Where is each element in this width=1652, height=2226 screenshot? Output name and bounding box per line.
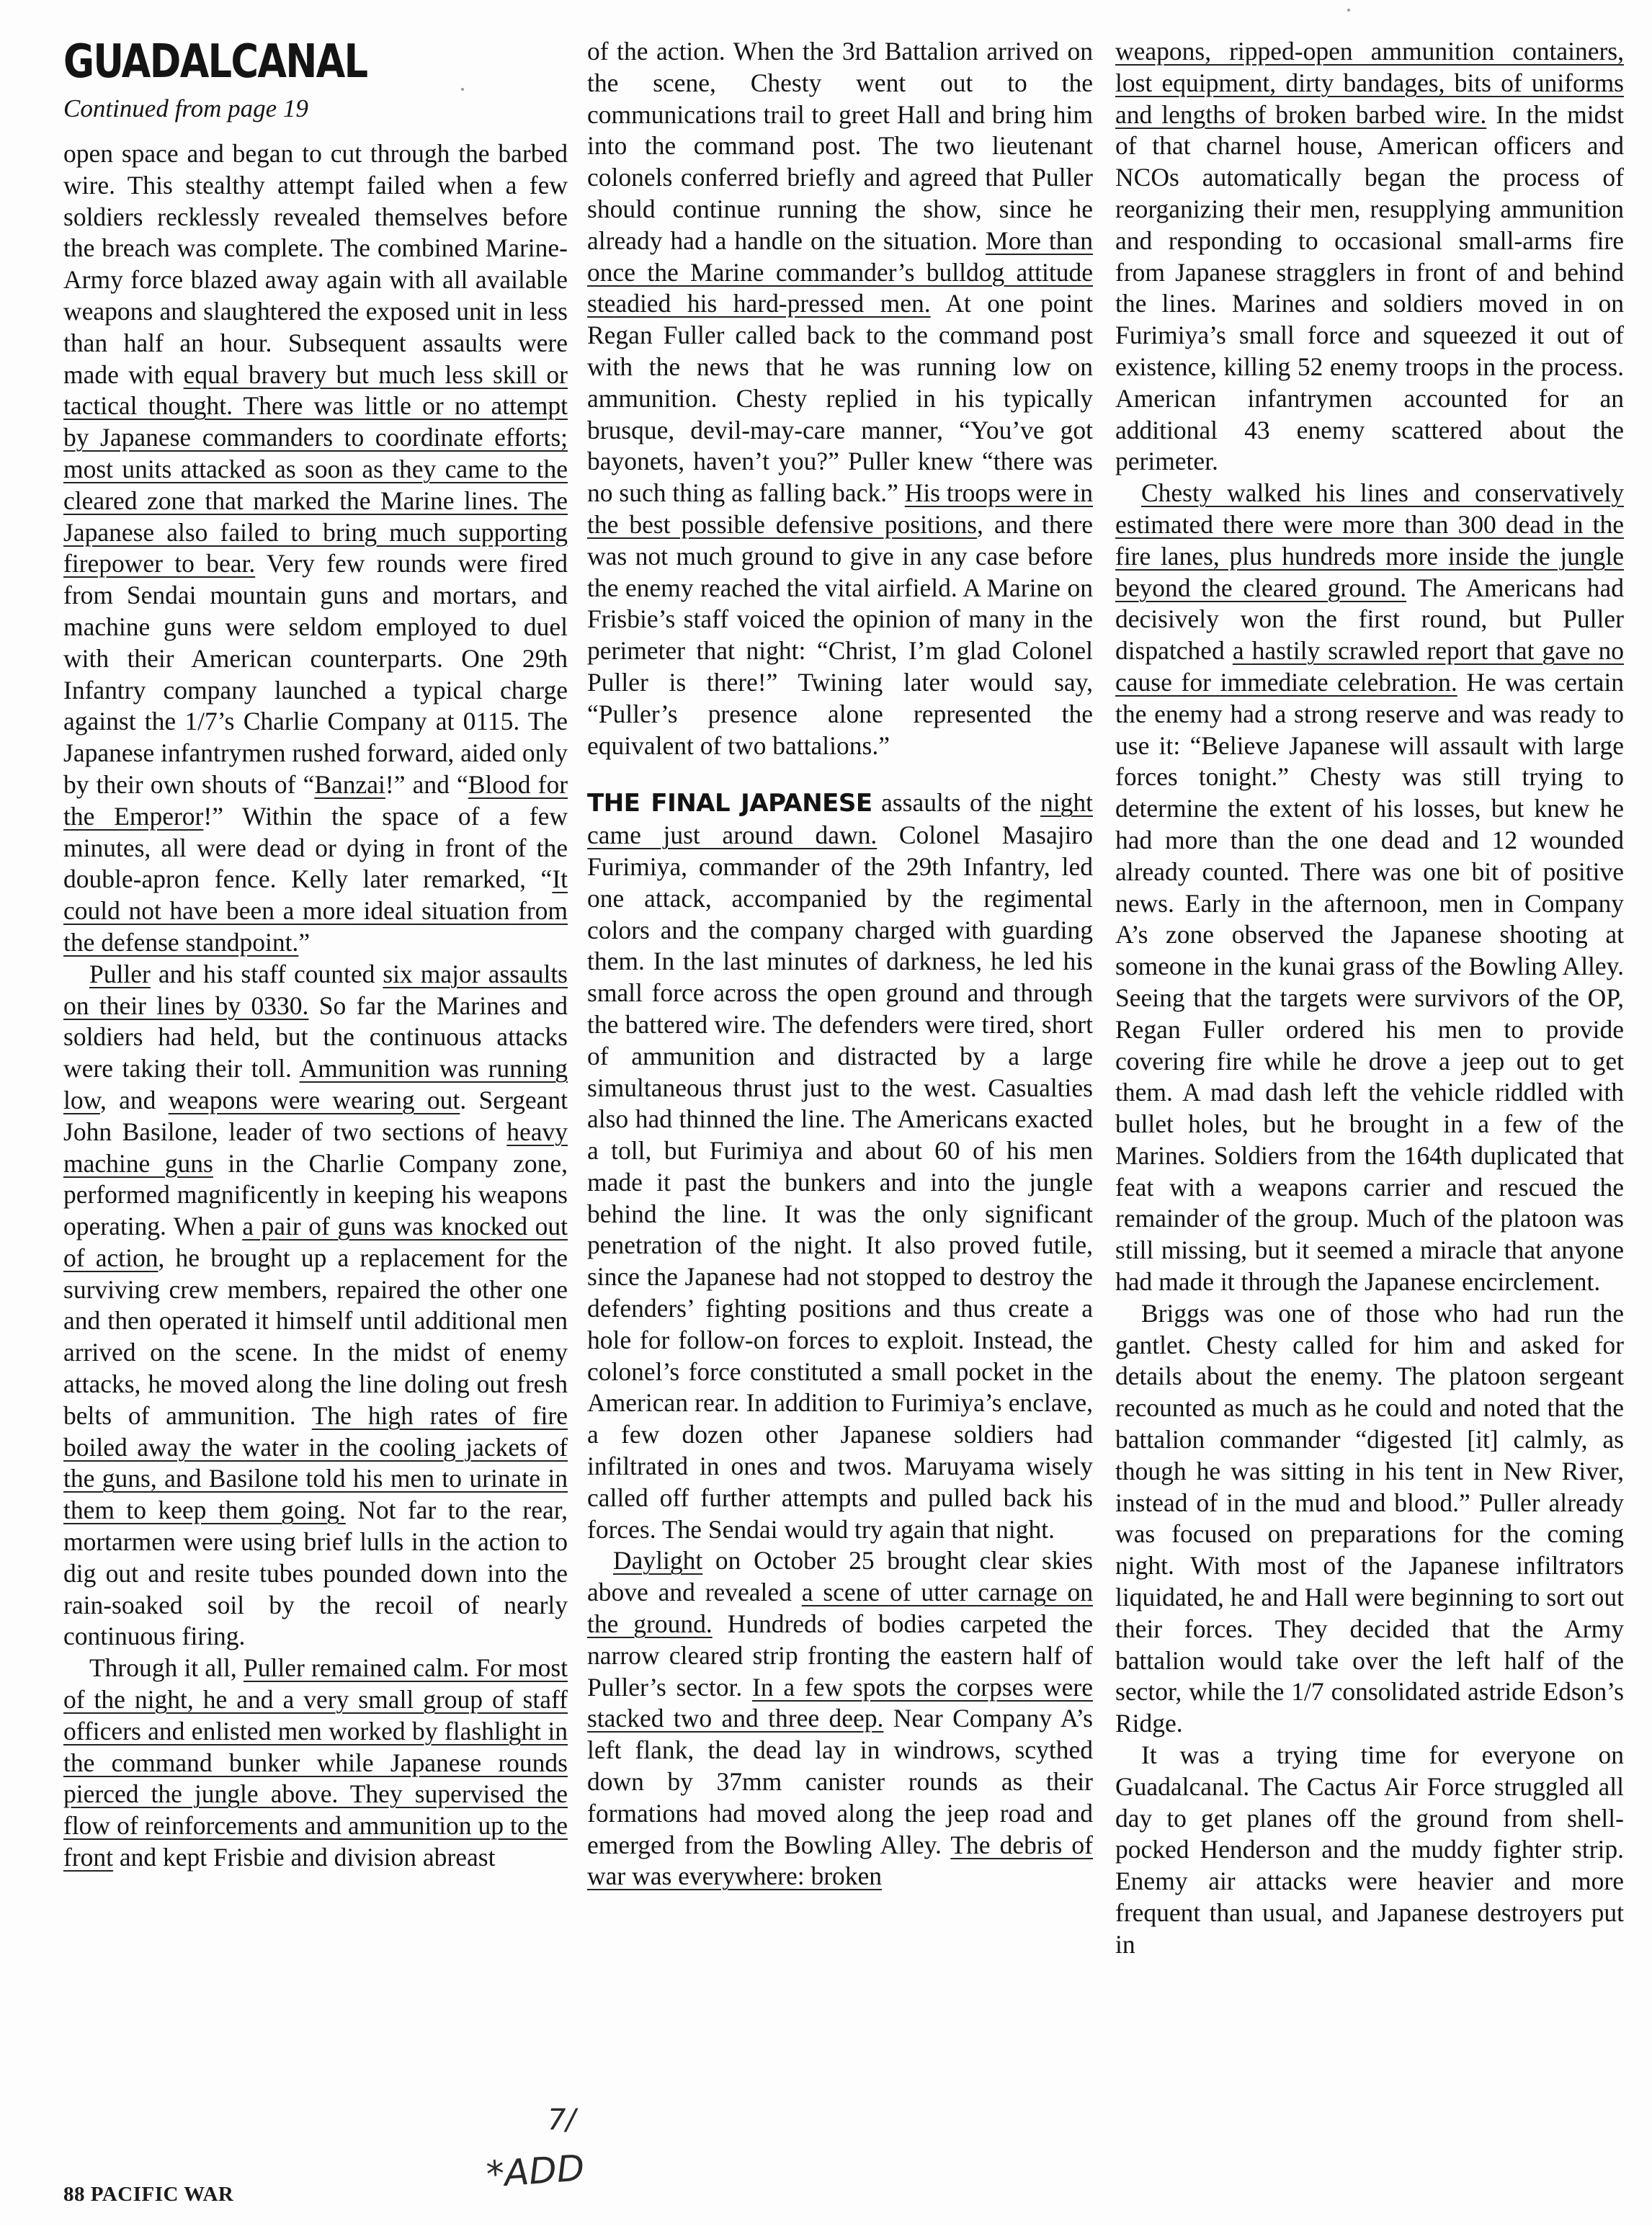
article-title: GUADALCANAL (63, 35, 367, 89)
handwritten-annotation: *ADD (485, 2147, 586, 2196)
underlined-text: a scene of utter carnage on the ground. (587, 1578, 1093, 1639)
text-run: Near Company A’s left flank, the dead lay in windrows, scythed down by 37mm canister rounds as their formations had moved along the jeep road and emerged from the Bowling Alley. (587, 1704, 1093, 1859)
text-run: , and (99, 1085, 169, 1114)
underlined-text: equal bravery but much less skill or tactical thought. There was little or no attempt by Japanese commanders to coordinate efforts; most units attacked as soon as they came to the cleared zone that marked the Marine lines. The Japanese also failed to bring much supporting firepower to bear. (63, 359, 568, 578)
text-run: !” Within the space of a few minutes, all were dead or dying in front of the double-apron fence. Kelly later remarked, “ (63, 801, 568, 894)
page-number: 88 (63, 2183, 85, 2206)
underlined-text: Chesty walked his lines and conservatively estimated there were more than 300 dead in the fire lanes, plus hundreds more inside the jungle beyond the cleared ground. (1115, 478, 1624, 602)
text-run: ” (298, 927, 311, 957)
underlined-text: six major assaults on their lines by 0330. (63, 959, 568, 1020)
text-run: Hundreds of bodies carpeted the narrow cleared strip fronting the eastern half of Puller’s sector. (587, 1609, 1093, 1702)
page-footer (63, 2183, 233, 2207)
underlined-text: Blood for the Emperor (63, 769, 568, 831)
underlined-text: More than once the Marine commander’s bulldog attitude steadied his hard-pressed men. (587, 225, 1093, 318)
text-run: Colonel Masajiro Furimiya, commander of the 29th Infantry, led one attack, accompanied by the regimental colors and the company charged with guarding them. In the last minutes of darkness, he led his small force across the open ground and through the battered wire. The defenders were tired, short of ammunition and distracted by a large simultaneous thrust just to the west. Casualties also had thinned the line. The Americans exacted a toll, but Furimiya and about 60 of his men made it past the bunkers and into the jungle behind the line. It was the only significant penetration of the night. It also proved futile, since the Japanese had not stopped to destroy the defenders’ fighting positions and thus create a hole for follow-on forces to exploit. Instead, the colonel’s force constituted a small pocket in the American rear. In addition to Furimiya’s enclave, a few dozen other Japanese soldiers had infiltrated in ones and twos. Maruyama wisely called off further attempts and pulled back his forces. The Sendai would try again that night. (587, 821, 1093, 1544)
continued-note: Continued from page 19 (63, 94, 308, 122)
underlined-text: Puller remained calm. For most of the night, he and a very small group of staff officers and enlisted men worked by flashlight in the command bunker while Japanese rounds pierced the jungle above. They supervised the flow of reinforcements and ammunition up to the front (63, 1653, 568, 1872)
text-run: He was certain the enemy had a strong reserve and was ready to use it: “Believe Japanese will assault with large forces tonight.” Chesty was still trying to determine the extent of his losses, but knew he had more than the one dead and 12 wounded already counted. There was one bit of positive news. Early in the afternoon, men in Company A’s zone observed the Japanese shooting at someone in the kunai grass of the Bowling Alley. Seeing that the targets were survivors of the OP, Regan Fuller ordered his men to provide covering fire while he drove a jeep out to get them. A mad dash left the vehicle riddled with bullet holes, but he brought in a few of the Marines. Soldiers from the 164th duplicated that feat with a weapons carrier and rescued the remainder of the group. Much of the platoon was still missing, but it seemed a miracle that anyone had made it through the Japanese encirclement. (1115, 667, 1624, 1297)
scan-speck (1347, 9, 1350, 12)
text-run: in the Charlie Company zone, performed magnificently in keeping his weapons operating. When (63, 1148, 568, 1241)
underlined-text: Daylight (613, 1546, 703, 1575)
text-run: !” and “ (385, 769, 468, 799)
underlined-text: heavy machine guns (63, 1117, 568, 1178)
underlined-text: Ammunition was running low (63, 1054, 568, 1114)
underlined-text: weapons, ripped-open ammunition containers, lost equipment, dirty bandages, bits of uniforms and lengths of broken barbed wire. (1115, 37, 1624, 129)
column-1 (63, 36, 568, 1874)
paragraph: It was a trying time for everyone on Guadalcanal. The Cactus Air Force struggled all day to get planes off the ground from shell-pocked Henderson and the muddy fighter strip. Enemy air attacks were heavier and more frequent than usual, and Japanese destroyers put in (1115, 1740, 1624, 1959)
underlined-text: a pair of guns was knocked out of action (63, 1212, 568, 1272)
text-run: and kept Frisbie and division abreast (113, 1843, 496, 1872)
paragraph (63, 1653, 568, 1874)
text-run: Very few rounds were fired from Sendai mountain guns and mortars, and machine guns were seldom employed to duel with their American counterparts. One 29th Infantry company launched a typical charge against the 1/7’s Charlie Company at 0115. The Japanese infantrymen rushed forward, aided only by their own shouts of “ (63, 549, 568, 799)
scan-speck (461, 88, 464, 91)
text-run: , he brought up a replacement for the surviving crew members, repaired the other one and then operated it himself until additional men arrived on the scene. In the midst of enemy attacks, he moved along the line doling out fresh belts of ammunition. (63, 1243, 568, 1430)
text-run: . Sergeant John Basilone, leader of two sections of (63, 1085, 568, 1146)
text-run: of the action. When the 3rd Battalion arrived on the scene, Chesty went out to the communications trail to greet Hall and bring him into the command post. The two lieutenant colonels conferred briefly and agreed that Puller should continue running the show, since he already had a handle on the situation. (587, 37, 1093, 255)
paragraph (587, 36, 1093, 761)
paragraph (1115, 478, 1624, 1298)
margin-mark: 7/ (548, 2104, 576, 2137)
text-run: Through it all, (89, 1653, 244, 1683)
text-run: Not far to the rear, mortarmen were using brief lulls in the action to dig out and resite tubes pounded down into the rain-soaked soil by the recoil of nearly continuous firing. (63, 1496, 568, 1651)
section-lead-in: THE FINAL JAPANESE (587, 789, 872, 818)
text-run: In the midst of that charnel house, American officers and NCOs automatically began the process of reorganizing their men, resupplying ammunition and responding to occasional small-arms fire from Japanese stragglers in front of and behind the lines. Marines and soldiers moved in on Furimiya’s small force and squeezed it out of existence, killing 52 enemy troops in the process. American infantrymen accounted for an additional 43 enemy scattered about the perimeter. (1115, 99, 1624, 476)
publication-name: PACIFIC WAR (90, 2183, 234, 2206)
text-run: on October 25 brought clear skies above and revealed (587, 1546, 1093, 1607)
underlined-text: The high rates of fire boiled away the water in the cooling jackets of the guns, and Basilone told his men to urinate in them to keep them going. (63, 1400, 568, 1525)
paragraph (63, 959, 568, 1653)
underlined-text: The debris of war was everywhere: broken (587, 1830, 1093, 1891)
underlined-text: It could not have been a more ideal situation from the defense standpoint. (63, 864, 568, 957)
paragraph (63, 138, 568, 959)
column-2 (587, 36, 1093, 1892)
underlined-text: a hastily scrawled report that gave no cause for immediate celebration. (1115, 636, 1624, 697)
text-run: and his staff counted (150, 959, 383, 988)
text-run: , and there was not much ground to give in any case before the enemy reached the vital airfield. A Marine on Frisbie’s staff voiced the opinion of many in the perimeter that night: “Christ, I’m glad Colonel Puller is there!” Twining later would say, “Puller’s presence alone represented the equivalent of two battalions.” (587, 509, 1093, 760)
paragraph (1115, 36, 1624, 478)
text-run: open space and began to cut through the barbed wire. This stealthy attempt failed when a few soldiers recklessly revealed themselves before the breach was complete. The combined Marine-Army force blazed away again with all available weapons and slaughtered the exposed unit in less than half an hour. Subsequent assaults were made with (63, 139, 568, 389)
text-run: So far the Marines and soldiers had held, but the continuous attacks were taking their toll. (63, 991, 568, 1083)
paragraph: Briggs was one of those who had run the gantlet. Chesty called for him and asked for details about the enemy. The platoon sergeant recounted as much as he could and noted that the battalion commander “digested [it] calmly, as though he was sitting in his tent in New River, instead of in the mud and blood.” Puller already was focused on preparations for the coming night. With most of the Japanese infiltrators liquidated, he and Hall were beginning to sort out their forces. They decided that the Army battalion would take over the left half of the sector, while the 1/7 consolidated astride Edson’s Ridge. (1115, 1298, 1624, 1738)
underlined-text: weapons were wearing out (168, 1085, 460, 1114)
text-run: At one point Regan Fuller called back to the command post with the news that he was running low on ammunition. Chesty replied in his typically brusque, devil-may-care manner, “You’ve got bayonets, haven’t you?” Puller knew “there was no such thing as falling back.” (587, 289, 1093, 508)
underlined-text: Banzai (314, 769, 385, 799)
underlined-text: Puller (89, 959, 151, 988)
column-3 (1115, 36, 1624, 1961)
text-run: The Americans had decisively won the first round, but Puller dispatched (1115, 573, 1624, 666)
paragraph (587, 787, 1093, 1545)
underlined-text: His troops were in the best possible defensive positions (587, 478, 1093, 539)
underlined-text: In a few spots the corpses were stacked two and three deep. (587, 1672, 1093, 1733)
paragraph (587, 1545, 1093, 1892)
underlined-text: night came just around dawn. (587, 788, 1093, 850)
text-run: assaults of the (872, 788, 1041, 818)
